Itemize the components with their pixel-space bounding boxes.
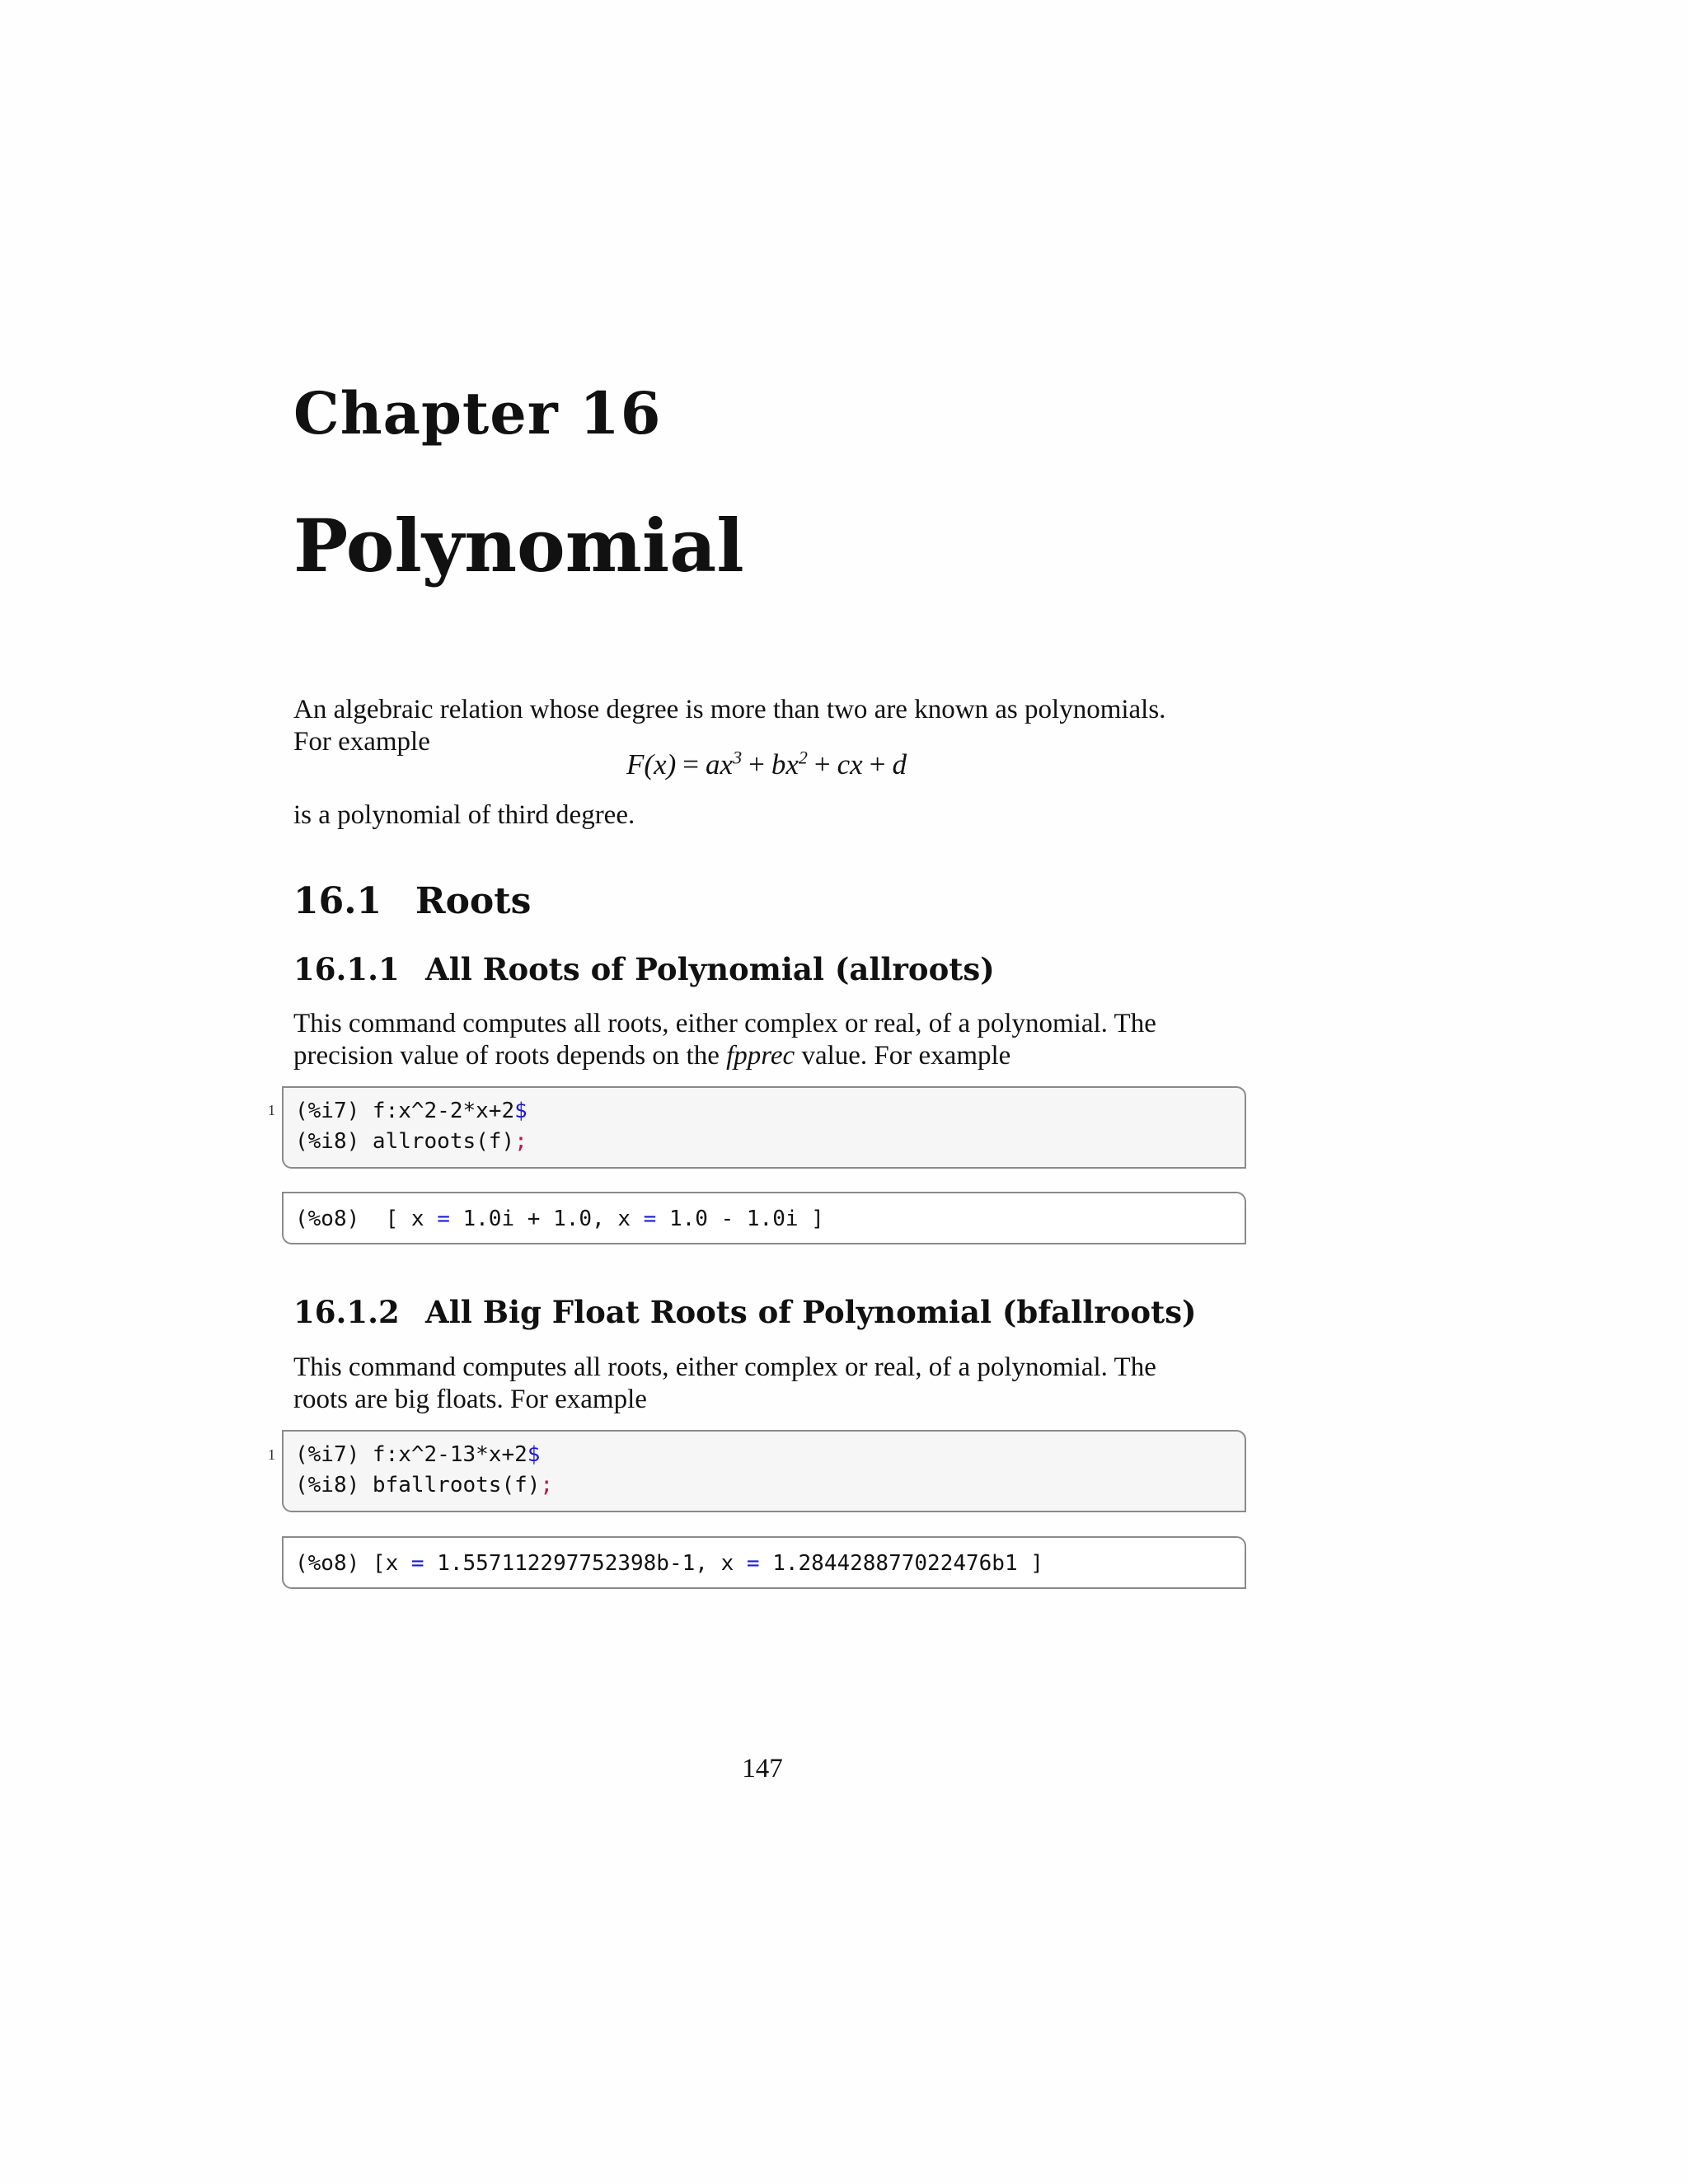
eq-term-3: cx [837,748,863,780]
eq-plus-1: + [748,748,765,780]
output-equals: = [643,1207,657,1231]
sub2-paragraph-line-1: This command computes all roots, either complex or real, of a polynomial. The [293,1352,1156,1382]
code-text: (%i7) f:x^2-13*x+2 [295,1442,528,1467]
subsection-heading-1 [293,951,995,987]
code-dollar: $ [527,1442,541,1467]
fpprec-term: fpprec [726,1041,795,1071]
section-heading [293,880,531,922]
code-semicolon: ; [514,1129,528,1154]
sub1-text-before: precision value of roots depends on the [293,1041,727,1071]
output-equals: = [410,1551,424,1576]
subsection-number-1: 16.1.1 [293,951,400,987]
code-text: (%i7) f:x^2-2*x+2 [295,1099,515,1123]
code-text: (%i8) allroots(f) [295,1129,515,1154]
intro-paragraph-line-2: For example [293,727,430,757]
chapter-title: Polynomial [293,503,744,588]
section-number: 16.1 [293,880,382,922]
output-text: 1.0i + 1.0, x [449,1207,644,1231]
eq-exp-2: 2 [798,747,808,768]
sub1-paragraph-line-1: This command computes all roots, either complex or real, of a polynomial. The [293,1009,1156,1038]
sub1-text-after: value. For example [795,1041,1011,1071]
eq-exp-1: 3 [733,747,743,768]
sub1-paragraph-line-2 [293,1040,1241,1072]
output-text: (%o8) [x [295,1551,411,1576]
subsection-heading-2 [293,1294,1197,1330]
output-block-allroots [282,1192,1246,1244]
subsection-number-2: 16.1.2 [293,1294,400,1330]
code-line [295,1127,1245,1157]
eq-term-2: bx [771,748,799,780]
code-line [295,1096,1245,1127]
intro-paragraph-line-1: An algebraic relation whose degree is more than two are known as polynomials. [293,695,1166,724]
eq-plus-2: + [814,748,831,780]
output-equals: = [746,1551,760,1576]
eq-plus-3: + [869,748,886,780]
sub2-paragraph-line-2: roots are big floats. For example [293,1385,647,1414]
subsection-title-2: All Big Float Roots of Polynomial (bfallroots) [425,1294,1197,1330]
polynomial-equation [0,748,1533,781]
code-line-number-1: 1 [268,1102,275,1118]
output-line [295,1204,1245,1235]
output-equals: = [437,1207,450,1231]
subsection-title-1: All Roots of Polynomial (allroots) [425,951,995,987]
eq-term-1: ax [706,748,734,780]
eq-equals: = [682,748,700,780]
code-semicolon: ; [540,1473,554,1497]
output-text: 1.284428877022476b1 ] [759,1551,1043,1576]
code-line [295,1440,1245,1470]
code-line [295,1470,1245,1501]
output-text: 1.557112297752398b-1, x [424,1551,747,1576]
code-line-number-2: 1 [268,1446,275,1463]
page-number: 147 [742,1754,783,1783]
eq-term-4: d [892,748,907,780]
intro-after-equation: is a polynomial of third degree. [293,800,635,830]
output-text: 1.0 - 1.0i ] [656,1207,824,1231]
eq-lhs: F(x) [626,748,677,780]
code-text: (%i8) bfallroots(f) [295,1473,541,1497]
output-block-bfallroots [282,1536,1246,1589]
output-line [295,1549,1245,1579]
code-dollar: $ [514,1099,528,1123]
section-title: Roots [415,880,532,922]
chapter-label: Chapter 16 [293,379,662,448]
code-block-allroots [282,1086,1246,1169]
code-block-bfallroots [282,1430,1246,1512]
output-text: (%o8) [ x [295,1207,438,1231]
